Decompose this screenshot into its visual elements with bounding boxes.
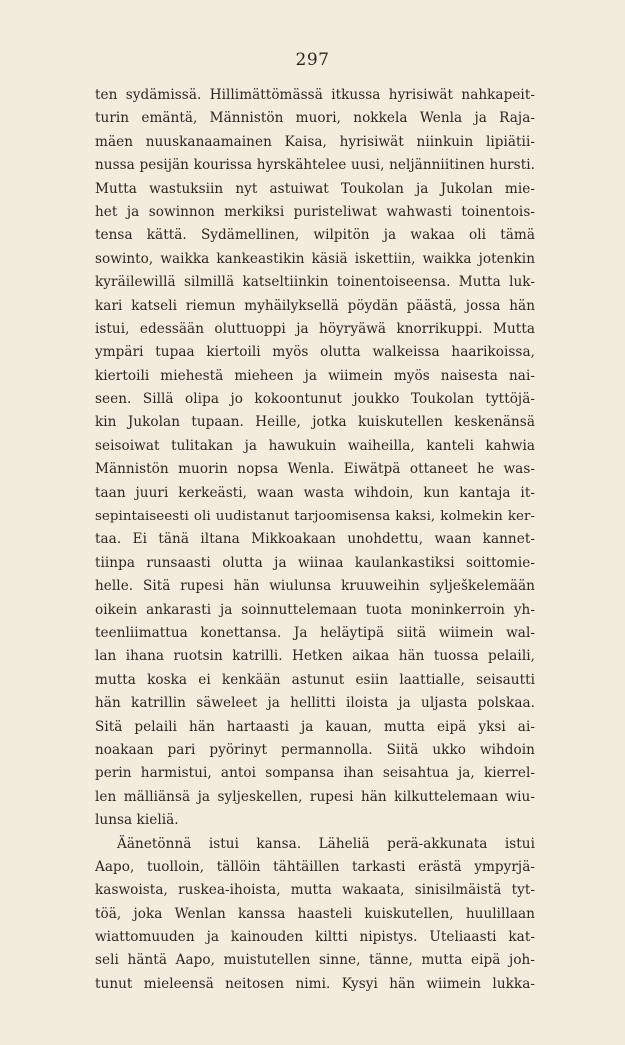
page-number: 297 <box>295 50 330 70</box>
text-line: hän katrillin säweleet ja hellitti iloista ja uljasta polskaa. <box>95 695 535 712</box>
text-line: len mälliänsä ja syljeskellen, rupesi hän kilkuttelemaan wiu- <box>95 788 535 805</box>
text-line: seisoiwat tulitakan ja hawukuin waiheilla, kanteli kahwia <box>95 437 535 454</box>
text-line: kaswoista, ruskea-ihoista, mutta wakaata, sinisilmäistä tyt- <box>95 882 535 899</box>
text-line: het ja sowinnon merkiksi puristeliwat wahwasti toinentois- <box>95 203 535 220</box>
text-line: kyräilewillä silmillä katseltiinkin toinentoiseensa. Mutta luk- <box>95 274 535 291</box>
text-line: istui, edessään oluttuoppi ja höyryäwä knorrikuppi. Mutta <box>95 320 535 337</box>
text-line: seli häntä Aapo, muistutellen sinne, tänne, mutta eipä joh- <box>95 952 535 969</box>
body-text <box>95 84 535 996</box>
text-line: lunsa kieliä. <box>95 812 179 829</box>
text-line: tensa kättä. Sydämellinen, wilpitön ja wakaa oli tämä <box>95 227 535 244</box>
text-line: töä, joka Wenlan kanssa haasteli kuiskutellen, huulillaan <box>95 905 535 922</box>
text-line: sowinto, waikka kankeastikin käsiä iskettiin, waikka jotenkin <box>95 250 535 267</box>
text-line: tiinpa runsaasti olutta ja wiinaa kaulankastiksi soittomie- <box>95 554 535 571</box>
text-line: Mutta wastuksiin nyt astuiwat Toukolan ja Jukolan mie- <box>95 180 535 197</box>
text-line: ten sydämissä. Hillimättömässä itkussa hyrisiwät nahkapeit- <box>95 87 535 103</box>
text-line: Aapo, tuolloin, tällöin tähtäillen tarkasti erästä ympyrjä- <box>95 858 535 875</box>
text-line: wiattomuuden ja kainouden kiltti nipistys. Uteliaasti kat- <box>95 929 535 946</box>
text-line: Äänetönnä istui kansa. Läheliä perä-akkunata istui <box>117 835 535 852</box>
text-line: kari katseli riemun myhäilyksellä pöydän päästä, jossa hän <box>95 297 535 314</box>
text-line: turin emäntä, Männistön muori, nokkela Wenla ja Raja- <box>95 110 535 127</box>
text-line: oikein ankarasti ja soinnuttelemaan tuota moninkerroin yh- <box>95 601 535 618</box>
text-line: mäen nuuskanaamainen Kaisa, hyrisiwät niinkuin lipiätii- <box>95 133 535 150</box>
text-line: ympäri tupaa kiertoili myös olutta walkeissa haarikoissa, <box>95 344 535 361</box>
text-line: seen. Sillä olipa jo kokoontunut joukko Toukolan tyttöjä- <box>95 391 535 408</box>
text-line: Männistön muorin nopsa Wenla. Eiwätpä ottaneet he was- <box>95 461 535 478</box>
text-line: noakaan pari pyörinyt permannolla. Siitä ukko wihdoin <box>95 741 535 758</box>
text-line: Sitä pelaili hän hartaasti ja kauan, mutta eipä yksi ai- <box>95 718 535 735</box>
text-line: helle. Sitä rupesi hän wiulunsa kruuweihin sylješkelemään <box>95 578 535 595</box>
text-line: sepintaiseesti oli uudistanut tarjoomisensa kaksi, kolmekin ker- <box>95 509 535 525</box>
text-line: tunut mieleensä neitosen nimi. Kysyi hän wiimein lukka- <box>95 975 535 992</box>
text-line: nussa pesijän kourissa hyrskähtelee uusi, neljänniitinen hursti. <box>95 157 535 174</box>
text-line: teenliimattua konettansa. Ja heläytipä siitä wiimein wal- <box>95 624 535 641</box>
text-line: kin Jukolan tupaan. Heille, jotka kuiskutellen keskenänsä <box>95 414 535 431</box>
text-line: mutta koska ei kenkään astunut esiin laattialle, seisautti <box>95 671 535 688</box>
text-line: lan ihana ruotsin katrilli. Hetken aikaa hän tuossa pelaili, <box>95 648 535 665</box>
text-line: taa. Ei tänä iltana Mikkoakaan unohdettu, waan kannet- <box>95 531 535 548</box>
text-line: taan juuri kerkeästi, waan wasta wihdoin, kun kantaja it- <box>95 484 535 501</box>
text-line: kiertoili miehestä mieheen ja wiimein myös naisesta nai- <box>95 367 535 384</box>
text-line: perin harmistui, antoi sompansa ihan seisahtua ja, kierrel- <box>95 765 535 782</box>
